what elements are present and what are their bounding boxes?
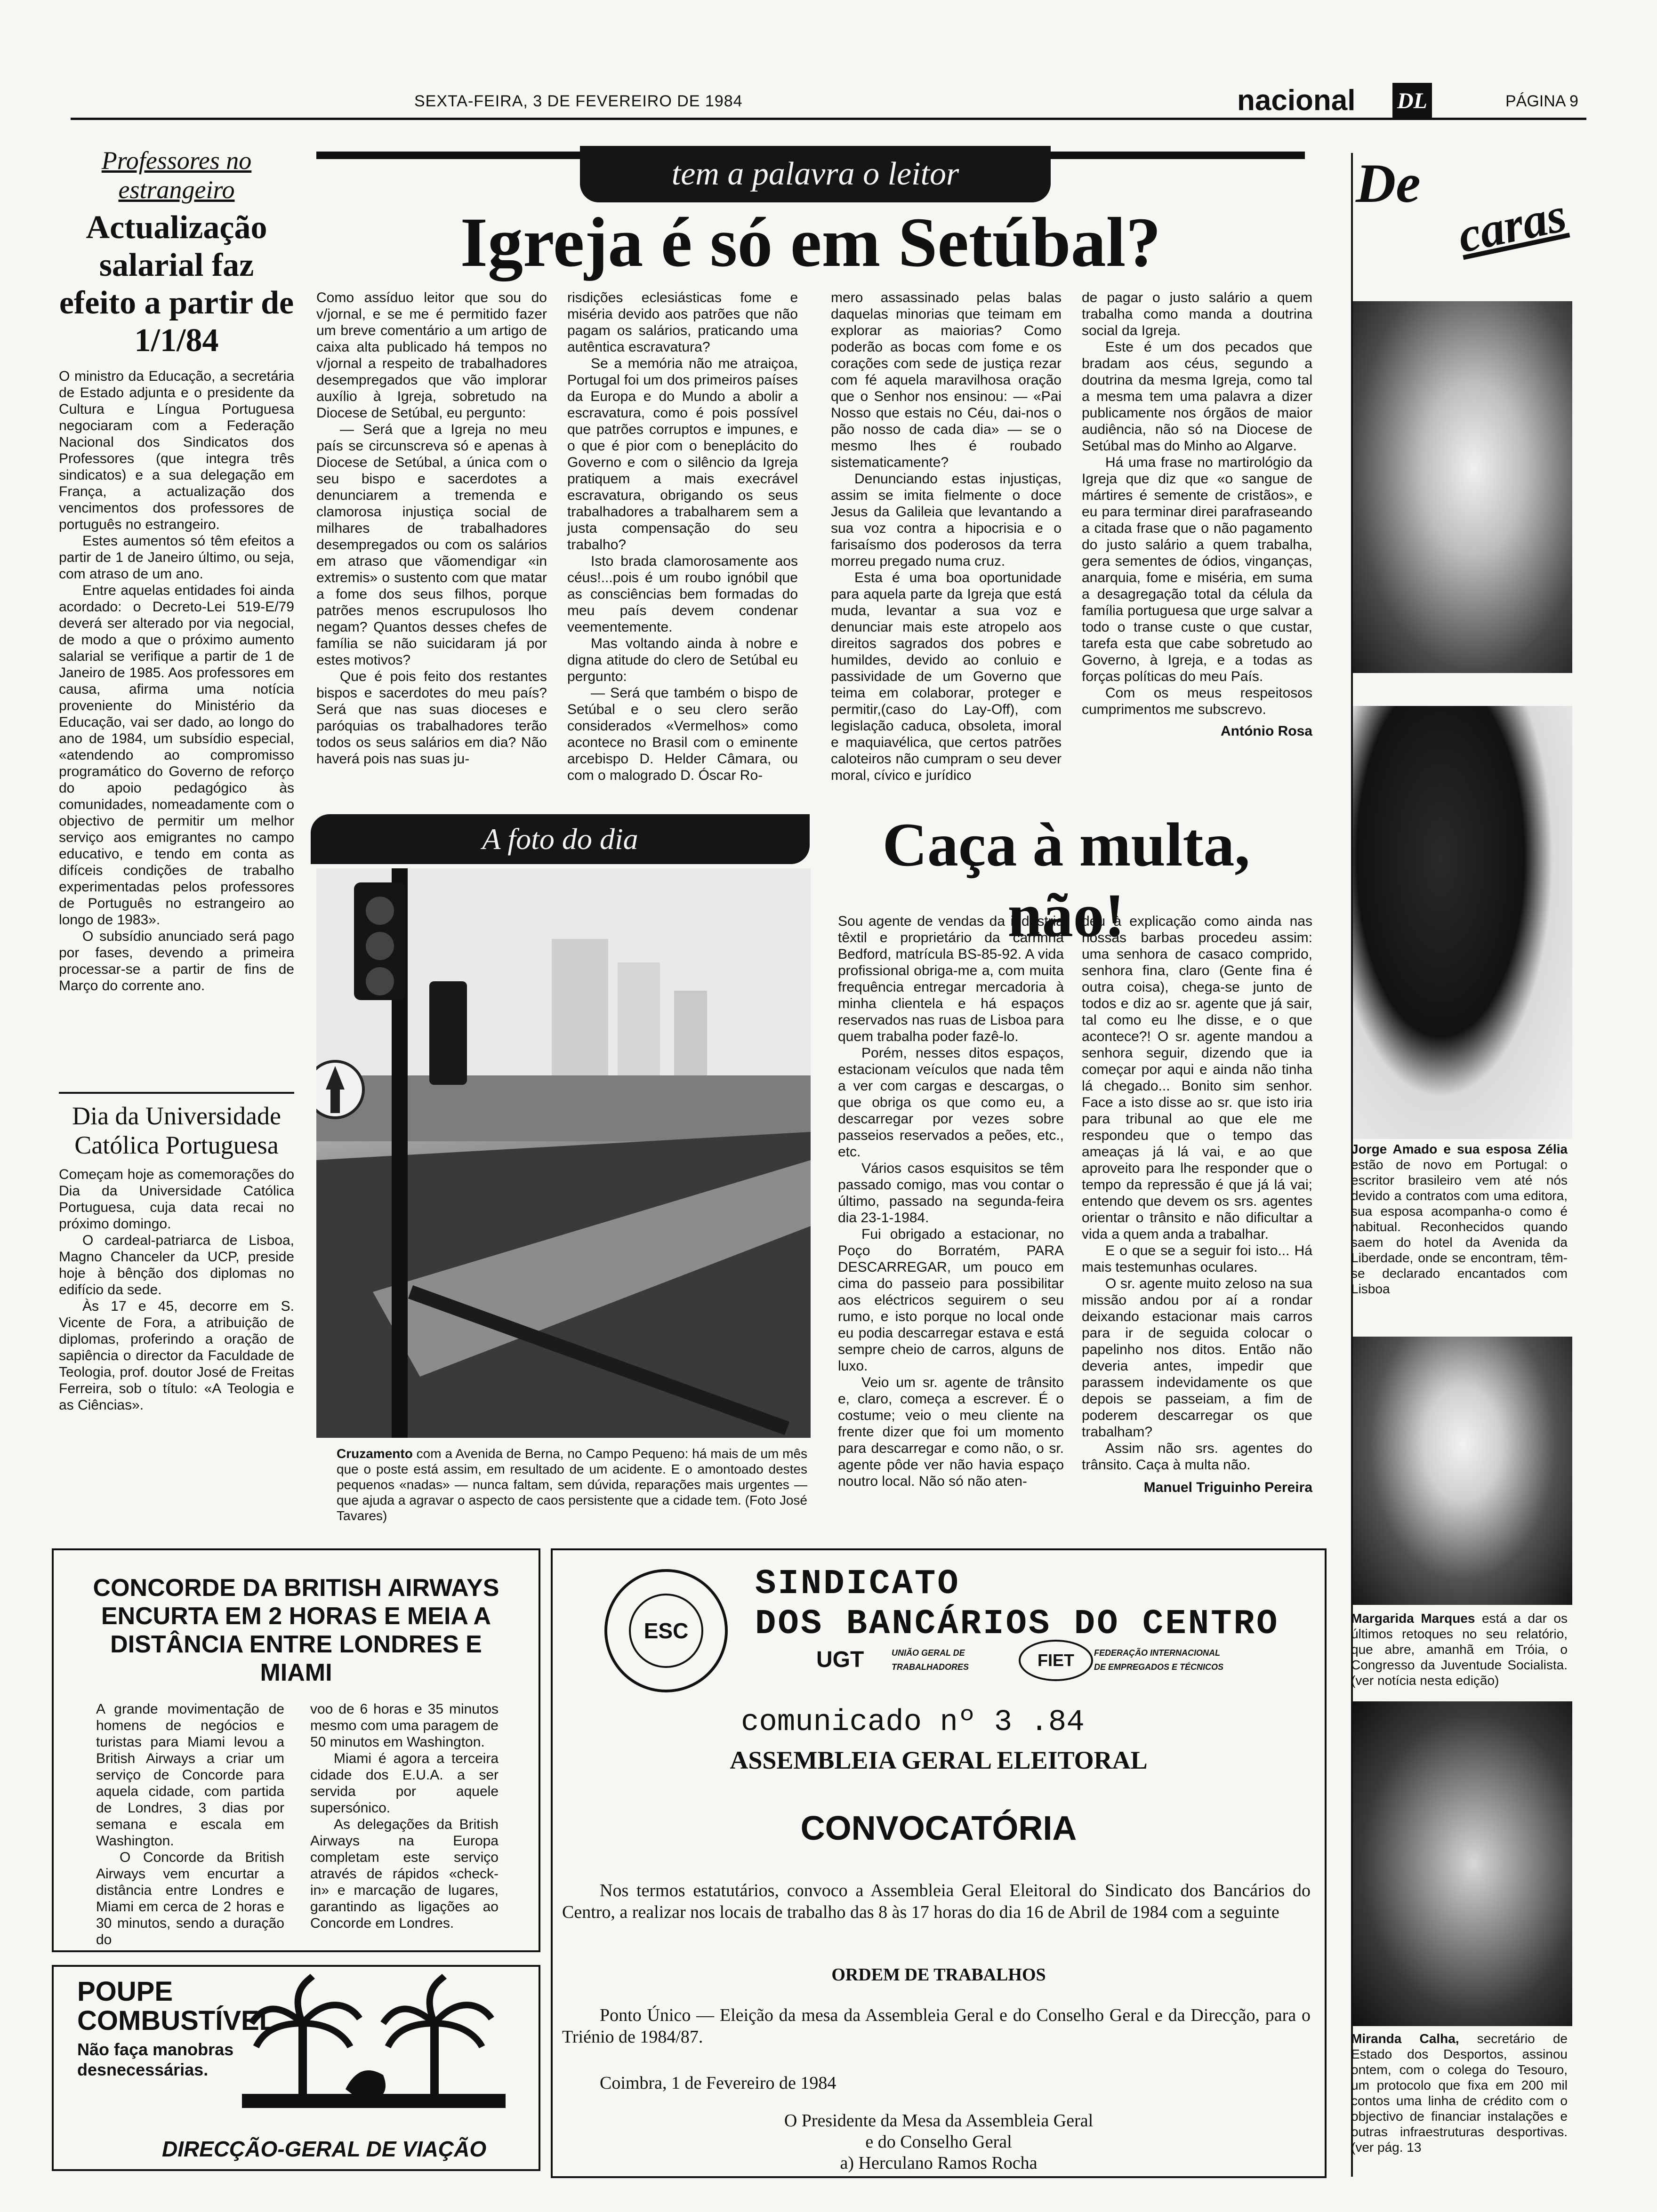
caption-lead: Jorge Amado e sua esposa Zélia	[1351, 1142, 1568, 1156]
paragraph: Miami é agora a terceira cidade dos E.U.A. a ser servida por aquele supersónico.	[310, 1751, 499, 1816]
paragraph: O Concorde da British Airways vem encurtar a distância entre Londres e Miami em cerca de 2 horas e 30 minutos, sendo a duração do	[96, 1850, 284, 1948]
multa-signature: Manuel Triguinho Pereira	[1143, 1480, 1312, 1495]
paragraph: Mas voltando ainda à nobre e digna atitude do clero de Setúbal eu pergunto:	[567, 636, 798, 684]
reader-col-4	[1082, 289, 1312, 739]
reader-title: Igreja é só em Setúbal?	[460, 203, 1161, 281]
paragraph: Começam hoje as comemorações do Dia da Universidade Católica Portuguesa, cuja data recai no próximo domingo.	[59, 1167, 294, 1232]
paragraph: risdições eclesiásticas fome e miséria devido aos patrões que não pagam os salários, praticando uma autêntica escravatura?	[567, 290, 798, 355]
concorde-ad	[52, 1548, 540, 1952]
ugt-text-2: TRABALHADORES	[892, 1662, 969, 1672]
concorde-col-2	[310, 1701, 499, 1931]
paragraph: voo de 6 horas e 35 minutos mesmo com uma paragem de 50 minutos em Washington.	[310, 1701, 499, 1750]
caption-lead: Margarida Marques	[1351, 1611, 1475, 1626]
caption-text: secretário de Estado dos Desportos, assinou ontem, com o colega do Tesouro, um protocolo que fixa em 200 mil contos uma linha de crédito com o objectivo de financiar instalações e outras infraestruturas desportivas. (ver pág. 13	[1351, 2031, 1568, 2155]
reader-col-3	[831, 289, 1062, 784]
union-title-2: DOS BANCÁRIOS DO CENTRO	[755, 1604, 1279, 1644]
de-caras-title-2: caras	[1453, 187, 1571, 264]
portrait-jorge-amado	[1353, 301, 1572, 673]
newspaper-logo	[1392, 83, 1432, 119]
paragraph: Assim não srs. agentes do trânsito. Caça à multa não.	[1082, 1441, 1312, 1473]
section-name: nacional	[1237, 84, 1356, 117]
paragraph: de pagar o justo salário a quem trabalha como manda a doutrina social da Igreja.	[1082, 290, 1312, 338]
fiet-text: FIET	[1038, 1651, 1074, 1670]
fuel-ad-title-1: POUPE	[77, 1976, 173, 2007]
reader-banner	[580, 146, 1051, 202]
ugt-logo: UGT	[816, 1647, 864, 1672]
portrait-miranda-calha	[1353, 1701, 1572, 2026]
ugt-text-1: UNIÃO GERAL DE	[892, 1648, 965, 1658]
union-title-1: SINDICATO	[755, 1564, 960, 1604]
column-divider	[59, 1092, 294, 1094]
reader-col-2	[567, 289, 798, 784]
page-date: SEXTA-FEIRA, 3 DE FEVEREIRO DE 1984	[414, 92, 743, 110]
paragraph: Veio um sr. agente de trânsito e, claro, começa a escrever. É o costume; veio o meu cliente na frente dizer que foi um momento para descarregar e como não, o sr. agente pôde ver não havia espaço noutro local. Não só não aten-	[838, 1375, 1064, 1489]
paragraph: Entre aquelas entidades foi ainda acordado: o Decreto-Lei 519-E/79 deverá ser alterado por via negocial, de modo a que o próximo aumento salarial se verifique a partir de 1 de Janeiro de 1985. Aos professores em causa, afirma uma notícia proveniente do Ministério da Educação, vai ser dado, ao longo do ano de 1984, um subsídio especial, «atendendo ao compromisso programático do Governo de reforço do apoio pedagógico às comunidades, nomeadamente com o objectivo de permitir um melhor serviço aos emigrantes no campo educativo, e tendo em conta as difíceis condições de trabalho experimentadas pelos professores de Português no estrangeiro ao longo de 1983».	[59, 583, 294, 928]
fiet-logo	[1019, 1640, 1093, 1681]
fuel-ad-footer: DIRECÇÃO-GERAL DE VIAÇÃO	[162, 2137, 487, 2161]
paragraph: As delegações da British Airways na Europa completam este serviço através de rápidos «check-in» e marcação de lugares, garantindo as ligações ao Concorde em Londres.	[310, 1817, 499, 1931]
convocatoria-title: CONVOCATÓRIA	[800, 1810, 1077, 1847]
paragraph: Este é um dos pecados que bradam aos céus, segundo a doutrina da mesma Igreja, como tal a mesma tem uma palavra a dizer publicamente nos órgãos de maior audiência, não só na Diocese de Setúbal mas do Minho ao Algarve.	[1082, 339, 1312, 454]
paragraph: mero assassinado pelas balas daquelas minorias que teimam em explorar as maiorias? Como poderão as bocas com fome e os corações com sede de justiça rezar com fé aquela maravilhosa oração que o Senhor nos ensinou: — «Pai Nosso que estais no Céu, dai-nos o pão nosso de cada dia» — se o mesmo lhes é roubado sistematicamente?	[831, 290, 1062, 470]
left-column	[59, 146, 294, 994]
de-caras-title-1: De	[1356, 152, 1421, 214]
union-notice	[551, 1548, 1327, 2178]
paragraph: Se a memória não me atraiçoa, Portugal foi um dos primeiros países da Europa e do Mundo a abolir a escravatura, como é pois possível que patrões corruptos e impunes, e o que é pior com o beneplácito do Governo e com o silêncio da Igreja pratiquem a mais execrável escravatura, obrigando os seus trabalhadores a trabalharem sem a justa compensação do seu trabalho?	[567, 356, 798, 553]
paragraph: Denunciando estas injustiças, assim se imita fielmente o doce Jesus da Galileia que levantando a sua voz contra a hipocrisia e o farisaísmo dos poderosos da terra morreu pregado numa cruz.	[831, 471, 1062, 569]
article-body	[59, 368, 294, 994]
caption-miranda-calha	[1351, 2031, 1568, 2155]
reader-banner-text: tem a palavra o leitor	[671, 156, 959, 192]
signature-line-3: a) Herculano Ramos Rocha	[840, 2153, 1038, 2173]
paragraph: deu à explicação como ainda nas nossas barbas procedeu assim: uma senhora de casaco comprido, senhora fina, claro (Gente fina é outra coisa), chega-se junto de todos e diz ao sr. agente que já sair, tal como eu lhe disse, e o que acontece?! O sr. agente mandou a senhora seguir, dizendo que ia começar por aqui e ainda não tinha lá chegado... Bonito sim senhor. Face a isto disse ao sr. que isto iria para tribunal ao que ele me respondeu que o tempo das ameaças já lá vai, e ao que aproveito para lhe responder que o tempo da repressão é que já lá vai; entendo que devem os srs. agentes orientar o trânsito e não dificultar a vida a quem anda a trabalhar.	[1082, 914, 1312, 1242]
notice-paragraph-1: Nos termos estatutários, convoco a Assembleia Geral Eleitoral do Sindicato dos Bancários do Centro, a realizar nos locais de trabalho das 8 às 17 horas do dia 16 de Abril de 1984 com a seguinte	[562, 1881, 1311, 1922]
multa-col-1	[838, 913, 1064, 1490]
paragraph: Fui obrigado a estacionar, no Poço do Borratém, PARA DESCARREGAR, um pouco em cima do passeio para possibilitar aos eléctricos seguirem o seu rumo, e isto porque no local onde eu podia descarregar estava e está sempre cheio de carros, alguns de luxo.	[838, 1226, 1064, 1374]
assembly-title: ASSEMBLEIA GERAL ELEITORAL	[730, 1746, 1148, 1774]
paragraph: O cardeal-patriarca de Lisboa, Magno Chanceler da UCP, preside hoje à bênção dos diplomas no edifício da sede.	[59, 1233, 294, 1298]
paragraph: Estes aumentos só têm efeitos a partir de 1 de Janeiro último, ou seja, com atraso de um ano.	[59, 533, 294, 582]
portrait-zelia	[1353, 706, 1572, 1139]
article-title: Dia da Universidade Católica Portuguesa	[72, 1102, 281, 1159]
palm-trees-illustration	[242, 1972, 506, 2122]
fiet-text-1: FEDERAÇÃO INTERNACIONAL	[1094, 1648, 1220, 1658]
paragraph: A grande movimentação de homens de negócios e turistas para Miami levou a British Airways a criar um serviço de Concorde para aquela cidade, com partida de Londres, 3 dias por semana e escala em Washington.	[96, 1701, 284, 1849]
paragraph: Como assíduo leitor que sou do v/jornal, e se me é permitido fazer um breve comentário a um artigo de caixa alta publicado há tempos no v/jornal a respeito de trabalhadores desempregados que vão implorar auxílio à Igreja, sobretudo na Diocese de Setúbal, eu pergunto:	[316, 290, 547, 421]
photo-day-image	[316, 868, 811, 1438]
reader-col-1	[316, 289, 547, 767]
caption-text: com a Avenida de Berna, no Campo Pequeno: há mais de um mês que o poste está assim, em resultado de um acidente. E o amontoado destes pequenos «nadas» — nunca faltam, sem dúvida, reparações mais urgentes — que ajuda a agravar o aspecto de caos persistente que a cidade tem. (Foto José Tavares)	[337, 1446, 807, 1523]
caption-lead: Cruzamento	[337, 1446, 413, 1461]
signature-line-1: O Presidente da Mesa da Assembleia Geral	[784, 2111, 1094, 2131]
caption-text: estão de novo em Portugal: o escritor brasileiro vem até nós devido a contratos com uma editora, sua esposa acompanha-o como é habitual. Reconhecidos quando saem do hotel da Avenida da Liberdade, onde se encontram, têm-se declarado encantados com Lisboa	[1351, 1157, 1568, 1296]
communique-number: comunicado nº 3 .84	[741, 1706, 1085, 1739]
paragraph: Vários casos esquisitos se têm passado comigo, mas vou contar o último, passado na segunda-feira dia 23-1-1984.	[838, 1161, 1064, 1226]
paragraph: — Será que a Igreja no meu país se circunscreva só e apenas à Diocese de Setúbal, a única com o seu bispo e sacerdotes a denunciarem a tremenda e clamorosa injustiça social de milhares de trabalhadores desempregados ou com os salários em atraso que vãomendigar «in extremis» o sustento com que matar a fome dos seus filhos, porque patrões menos escrupulosos lho negam? Quantos desses chefes de família se não suicidaram já por estes motivos?	[316, 422, 547, 668]
banner-rule-left	[316, 152, 580, 159]
multa-col-2	[1082, 913, 1312, 1496]
photo-day-banner	[311, 814, 810, 864]
agenda-title: ORDEM DE TRABALHOS	[831, 1965, 1046, 1985]
multa-title: Caça à multa, não!	[882, 810, 1250, 950]
paragraph: O sr. agente muito zeloso na sua missão andou por aí a rondar deixando estacionar mais carros para ir de seguida colocar o papelinho nos ditos. Então não deveria antes, impedir que parassem indevidamente os que depois se passeiam, a fim de poderem descarregar os que trabalham?	[1082, 1276, 1312, 1440]
paragraph: O ministro da Educação, a secretária de Estado adjunta e o presidente da Cultura e Língua Portuguesa negociaram com a Federação Nacional dos Sindicatos dos Professores (que integra três sindicatos) e a sua delegação em França, a actualização dos vencimentos dos professores de português no estrangeiro.	[59, 369, 294, 532]
traffic-pole-illustration	[316, 868, 811, 1438]
left-column-2	[59, 1101, 294, 1413]
article-kicker: Professores no estrangeiro	[101, 146, 252, 204]
notice-paragraph-2: Ponto Único — Eleição da mesa da Assembleia Geral e do Conselho Geral e da Direcção, para o Triénio de 1984/87.	[562, 2005, 1311, 2047]
paragraph: Porém, nesses ditos espaços, estacionam veículos que nada têm a ver com cargas e descargas, o que obriga os que como eu, a descarregar por vezes sobre passeios reservados a peões, etc., etc.	[838, 1045, 1064, 1160]
page-number: PÁGINA 9	[1505, 92, 1578, 110]
paragraph: Há uma frase no martirológio da Igreja que diz que «o sangue de mártires é semente de cristãos», e eu para terminar direi parafraseando a citada frase que o não pagamento do justo salário a quem trabalha, gera sementes de ódios, vinganças, anarquia, fome e miséria, em suma a desagregação total da célula da família portuguesa que urge salvar a todo o transe custe o que custar, tarefa esta que cabe sobretudo ao Governo, à Igreja, e a todas as forças políticas do meu País.	[1082, 455, 1312, 684]
caption-jorge-amado	[1351, 1141, 1568, 1297]
paragraph: Que é pois feito dos restantes bispos e sacerdotes do meu país? Será que nas suas dioceses e paróquias os trabalhadores terão todos os seus salários em dia? Não haverá pois nas suas ju-	[316, 669, 547, 767]
paragraph: — Será que também o bispo de Setúbal e o seu clero serão considerados «Vermelhos» como acontece no Brasil com o eminente arcebispo D. Helder Câmara, ou com o malogrado D. Óscar Ro-	[567, 685, 798, 783]
paragraph: Com os meus respeitosos cumprimentos me subscrevo.	[1082, 685, 1312, 717]
concorde-col-1	[96, 1701, 284, 1948]
banner-rule-right	[1051, 152, 1305, 159]
seal-text: ESC	[643, 1619, 689, 1643]
fuel-ad-title-2: COMBUSTÍVEL	[77, 2005, 276, 2036]
fuel-ad-sub-1: Não faça manobras	[77, 2040, 234, 2059]
paragraph: Esta é uma boa oportunidade para aquela parte da Igreja que está muda, levantar a sua voz e denunciar mais este atropelo aos direitos sagrados dos pobres e humildes, devido ao conluio e passividade de um Governo que teima em colaborar, proteger e permitir,(caso do Lay-Off), com legislação caduca, obsoleta, imoral e maquiavélica, que certos patrões caloteiros não cumpram o seu dever moral, cívico e jurídico	[831, 570, 1062, 783]
photo-day-banner-text: A foto do dia	[482, 822, 638, 856]
paragraph: Isto brada clamorosamente aos céus!...pois é um roubo ignóbil que as consciências bem formadas do meu país devem condenar veementemente.	[567, 553, 798, 635]
header-rule	[71, 118, 1586, 120]
de-caras-title	[1356, 152, 1571, 264]
fuel-ad-sub-2: desnecessárias.	[77, 2060, 209, 2079]
fiet-text-2: DE EMPREGADOS E TÉCNICOS	[1094, 1662, 1224, 1672]
photo-day-caption	[337, 1446, 807, 1523]
paragraph: E o que se a seguir foi isto... Há mais testemunhas oculares.	[1082, 1243, 1312, 1275]
signature-line-2: e do Conselho Geral	[865, 2132, 1012, 2152]
caption-lead: Miranda Calha,	[1351, 2031, 1459, 2046]
concorde-title: CONCORDE DA BRITISH AIRWAYS ENCURTA EM 2 HORAS E MEIA A DISTÂNCIA ENTRE LONDRES E MIAMI	[93, 1574, 499, 1686]
fuel-saving-ad	[52, 1965, 540, 2171]
article-title: Actualização salarial faz efeito a partir de 1/1/84	[59, 209, 294, 359]
caption-text: está a dar os últimos retoques no seu relatório, que abre, amanhã em Tróia, o Congresso da Juventude Socialista. (ver notícia nesta edição)	[1351, 1611, 1568, 1688]
union-seal	[604, 1569, 728, 1692]
paragraph: O subsídio anunciado será pago por fases, devendo a primeira processar-se a partir de fins de Março do corrente ano.	[59, 929, 294, 994]
logo-text: DL	[1397, 88, 1427, 113]
notice-date: Coimbra, 1 de Fevereiro de 1984	[600, 2073, 837, 2093]
paragraph: Sou agente de vendas da indústria têxtil e proprietário da carrinha Bedford, matrícula BS-85-92. A vida profissional obriga-me a, com muita frequência entregar mercadoria à minha clientela e há espaços reservados nas ruas de Lisboa para quem trabalha poder fazê-lo.	[838, 914, 1064, 1044]
caption-margarida-marques	[1351, 1611, 1568, 1688]
reader-signature: António Rosa	[1221, 723, 1312, 739]
portrait-margarida-marques	[1353, 1337, 1572, 1605]
paragraph: Às 17 e 45, decorre em S. Vicente de Fora, a atribuição de diplomas, proferindo a oração de sapiência o director da Faculdade de Teologia, prof. doutor José de Freitas Ferreira, sob o título: «A Teologia e as Ciências».	[59, 1298, 294, 1413]
